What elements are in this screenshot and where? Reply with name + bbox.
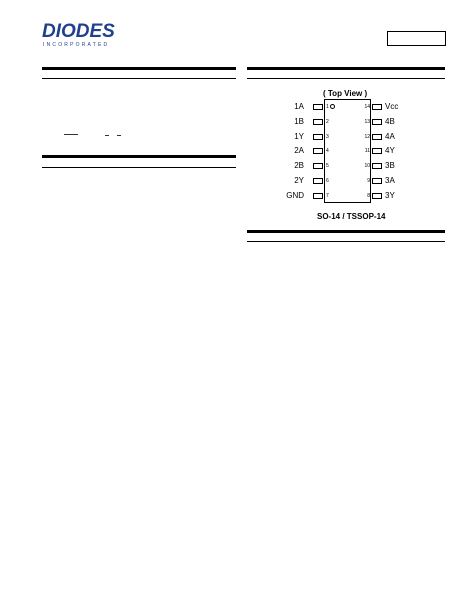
section-rule-ordering-top bbox=[247, 230, 445, 233]
section-rule-features-top bbox=[42, 67, 236, 70]
logo-wordmark: DIODES bbox=[42, 21, 115, 42]
pin-label-left: 1A bbox=[294, 102, 304, 111]
section-rule-pinout-bottom bbox=[247, 78, 445, 79]
pin-number-right: 12 bbox=[364, 133, 370, 140]
pin-label-left: 2Y bbox=[294, 176, 304, 185]
pin-assignment-diagram bbox=[283, 90, 413, 225]
pin-number-right: 8 bbox=[367, 192, 370, 199]
pin-lead-right bbox=[372, 193, 382, 199]
pin-label-right: 3B bbox=[385, 161, 395, 171]
pin-label-left: 2A bbox=[294, 146, 304, 156]
pin-lead-right bbox=[372, 119, 382, 125]
pin-label-right: 4B bbox=[385, 116, 395, 126]
section-rule-pinout-top bbox=[247, 67, 445, 70]
pin-number-right: 10 bbox=[364, 163, 370, 170]
overbar-mark bbox=[117, 135, 121, 136]
pin-lead-left bbox=[313, 178, 323, 184]
section-rule-ordering-bottom bbox=[247, 241, 445, 242]
pin-label-left: 2B bbox=[294, 161, 304, 171]
pin1-indicator bbox=[330, 104, 335, 109]
pin-lead-left bbox=[313, 119, 323, 125]
pin-number-right: 13 bbox=[364, 118, 370, 125]
pin-label-left: 1Y bbox=[294, 131, 304, 141]
pin-lead-right bbox=[372, 163, 382, 169]
pin-label-left: 1B bbox=[294, 116, 304, 126]
section-rule-applications-bottom bbox=[42, 167, 236, 168]
pin-number-left: 3 bbox=[326, 133, 329, 140]
top-view-label: ( Top View ) bbox=[323, 89, 368, 98]
overbar-mark bbox=[64, 134, 78, 135]
pin-label-right: 4Y bbox=[385, 146, 395, 156]
pin-label-right: 3A bbox=[385, 176, 395, 185]
pin-number-left: 5 bbox=[326, 163, 329, 170]
pin-number-right: 11 bbox=[364, 148, 370, 155]
overbar-mark bbox=[105, 135, 109, 136]
diodes-logo bbox=[42, 20, 132, 50]
pin-number-left: 7 bbox=[326, 192, 329, 199]
section-rule-features-bottom bbox=[42, 78, 236, 79]
pin-lead-right bbox=[372, 178, 382, 184]
section-rule-applications-top bbox=[42, 155, 236, 158]
part-number-box bbox=[387, 31, 446, 46]
pin-number-left: 1 bbox=[326, 104, 329, 110]
pin-number-right: 14 bbox=[364, 104, 370, 110]
pin-lead-left bbox=[313, 148, 323, 154]
pin-label-right: 3Y bbox=[385, 190, 395, 200]
pin-lead-left bbox=[313, 134, 323, 140]
pin-label-left: GND bbox=[286, 190, 304, 200]
pin-lead-left bbox=[313, 163, 323, 169]
pin-lead-left bbox=[313, 193, 323, 199]
pin-lead-right bbox=[372, 104, 382, 110]
logo-subtext: INCORPORATED bbox=[43, 42, 110, 48]
pin-lead-right bbox=[372, 134, 382, 140]
pin-number-right: 9 bbox=[367, 178, 370, 184]
pin-lead-right bbox=[372, 148, 382, 154]
package-caption: SO-14 / TSSOP-14 bbox=[317, 212, 386, 221]
pin-number-left: 6 bbox=[326, 178, 329, 184]
pin-number-left: 2 bbox=[326, 118, 329, 125]
pin-label-right: 4A bbox=[385, 131, 395, 141]
pin-lead-left bbox=[313, 104, 323, 110]
pin-number-left: 4 bbox=[326, 148, 329, 155]
pin-label-right: Vcc bbox=[385, 102, 399, 111]
